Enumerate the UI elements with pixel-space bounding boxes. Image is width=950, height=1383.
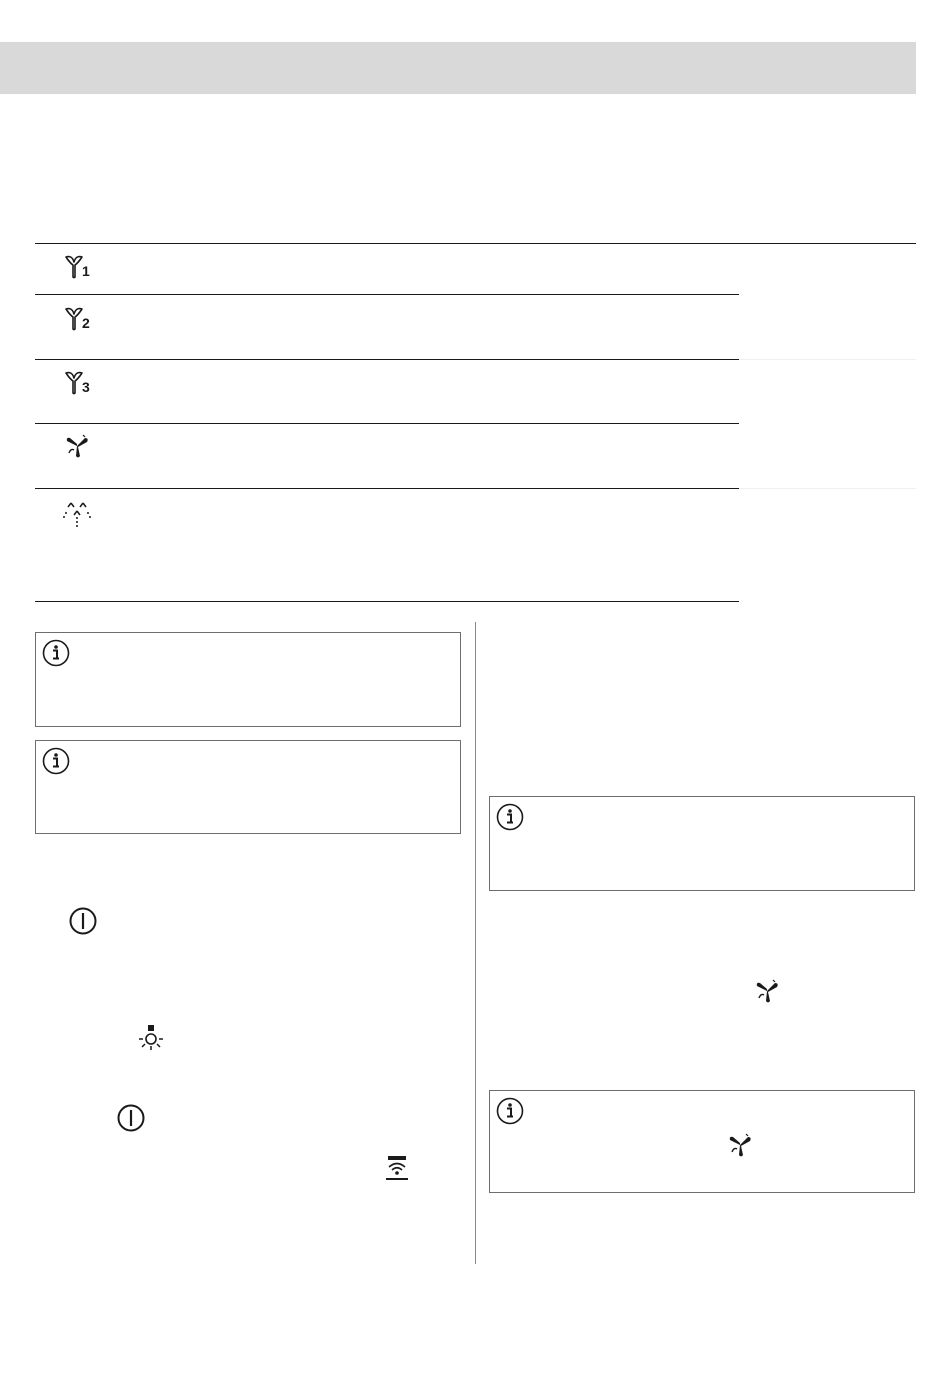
hob2hood-icon [384, 1155, 410, 1188]
section-header-bar [0, 42, 916, 94]
table-row-divider [35, 488, 739, 489]
fan-speed-1-icon [62, 253, 96, 281]
power-icon [68, 906, 98, 941]
fan-speed-3-icon [62, 369, 96, 397]
info-icon [496, 803, 524, 836]
table-row-divider [35, 294, 739, 295]
table-row-divider-faint [739, 359, 916, 360]
info-icon [496, 1097, 524, 1130]
fan-intensive-icon [727, 1133, 753, 1164]
power-icon [116, 1103, 146, 1138]
info-icon [42, 747, 70, 780]
table-row-divider [35, 359, 739, 360]
fan-speed-2-label: 2 [82, 315, 90, 331]
light-icon [136, 1024, 166, 1057]
breeze-airflow-icon [62, 499, 94, 527]
info-note [35, 740, 461, 834]
fan-intensive-icon [754, 979, 780, 1010]
info-icon [42, 639, 70, 672]
info-note [489, 796, 915, 891]
fan-speed-1-label: 1 [82, 263, 90, 279]
fan-speed-2-icon [62, 305, 96, 333]
fan-speed-3-label: 3 [82, 379, 90, 395]
table-row-divider [35, 423, 739, 424]
table-bottom-rule [35, 601, 739, 602]
fan-intensive-icon [64, 434, 90, 460]
info-note [35, 632, 461, 727]
column-divider [475, 622, 476, 1264]
table-top-rule [35, 243, 916, 244]
info-note [489, 1090, 915, 1193]
table-row-divider-faint [739, 488, 916, 489]
